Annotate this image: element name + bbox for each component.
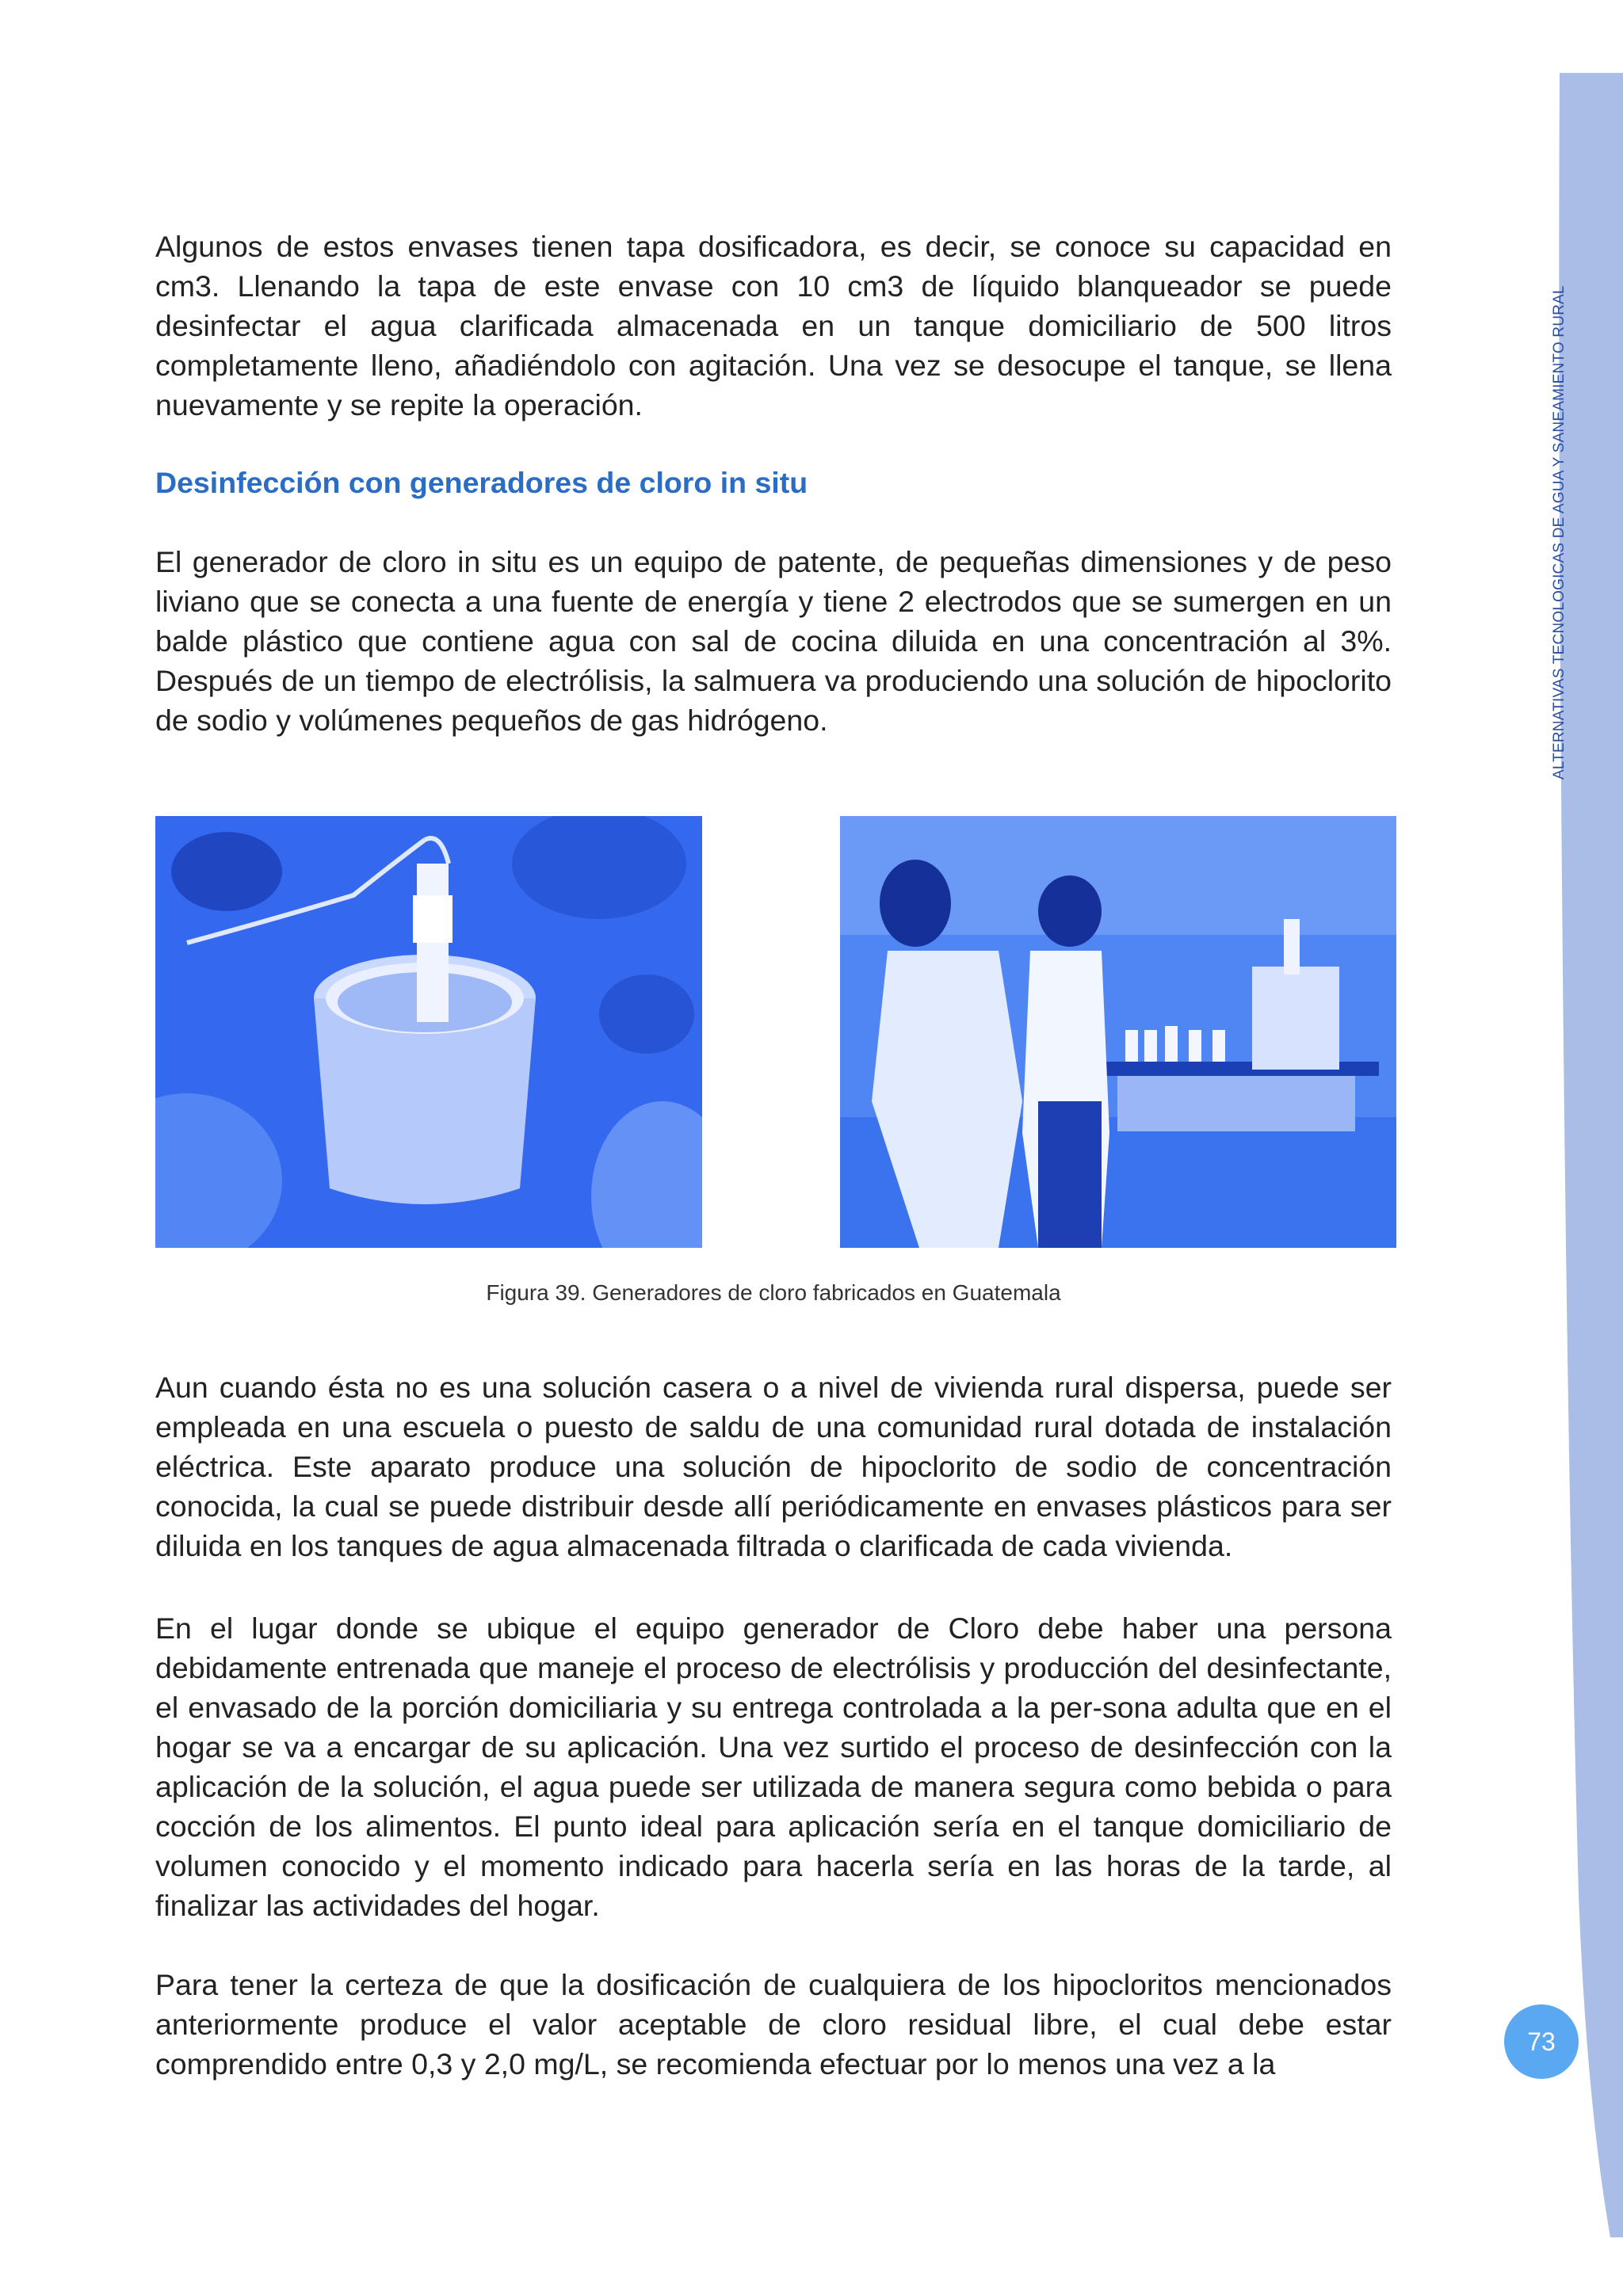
paragraph-generador: El generador de cloro in situ es un equipo de patente, de pequeñas dimensiones y de peso liviano que se conecta a una fuente de energía y tiene 2 electrodos que se sumergen en un balde plástico que contiene agua con sal de cocina diluida en una concentración al 3%. Después de un tiempo de electrólisis, la salmuera va produciendo una solución de hipoclorito de sodio y volúmenes pequeños de gas hidrógeno. — [155, 545, 1392, 737]
figure-photo-bucket-generator — [155, 816, 702, 1248]
running-title: ALTERNATIVAS TECNOLOGICAS DE AGUA Y SANEAMIENTO RURAL — [1551, 285, 1568, 780]
figure-photo-women-generator — [840, 816, 1396, 1248]
paragraph-envases: Algunos de estos envases tienen tapa dosificadora, es decir, se conoce su capacidad en cm3. Llenando la tapa de este envase con 10 cm3 de líquido blanqueador se puede desinfectar el agua clarificada almacenada en un tanque domiciliario de 500 litros completamente lleno, añadiéndolo con agitación. Una vez se desocupe el tanque, se llena nuevamente y se repite la operación. — [155, 230, 1392, 421]
paragraph-dosificacion: Para tener la certeza de que la dosificación de cualquiera de los hipocloritos mencionados anteriormente produce el valor aceptable de cloro residual libre, el cual debe estar comprendido entre 0,3 y 2,0 mg/L, se recomienda efectuar por lo menos una vez a la — [155, 1968, 1392, 2081]
page-number-badge: 73 — [1504, 2004, 1579, 2079]
paragraph-persona-entrenada: En el lugar donde se ubique el equipo generador de Cloro debe haber una persona debidamente entrenada que maneje el proceso de electrólisis y producción del desinfectante, el envasado de la porción domiciliaria y su entrega controlada a la per-sona adulta que en el hogar se va a encargar de su aplicación. Una vez surtido el proceso de desinfección con la aplicación de la solución, el agua puede ser utilizada de manera segura como bebida o para cocción de los alimentos. El punto ideal para aplicación sería en el tanque domiciliario de volumen conocido y el momento indicado para hacerla sería en las horas de la tarde, al finalizar las actividades del hogar. — [155, 1611, 1392, 1922]
paragraph-solucion-casera: Aun cuando ésta no es una solución casera o a nivel de vivienda rural dispersa, puede ser empleada en una escuela o puesto de saldu de una comunidad rural dotada de instalación eléctrica. Este aparato produce una solución de hipoclorito de sodio de concentración conocida, la cual se puede distribuir desde allí periódicamente en envases plásticos para ser diluida en los tanques de agua almacenada filtrada o clarificada de cada vivienda. — [155, 1371, 1392, 1562]
figure-caption: Figura 39. Generadores de cloro fabricados en Guatemala — [486, 1280, 1061, 1305]
section-heading: Desinfección con generadores de cloro in situ — [155, 466, 808, 499]
